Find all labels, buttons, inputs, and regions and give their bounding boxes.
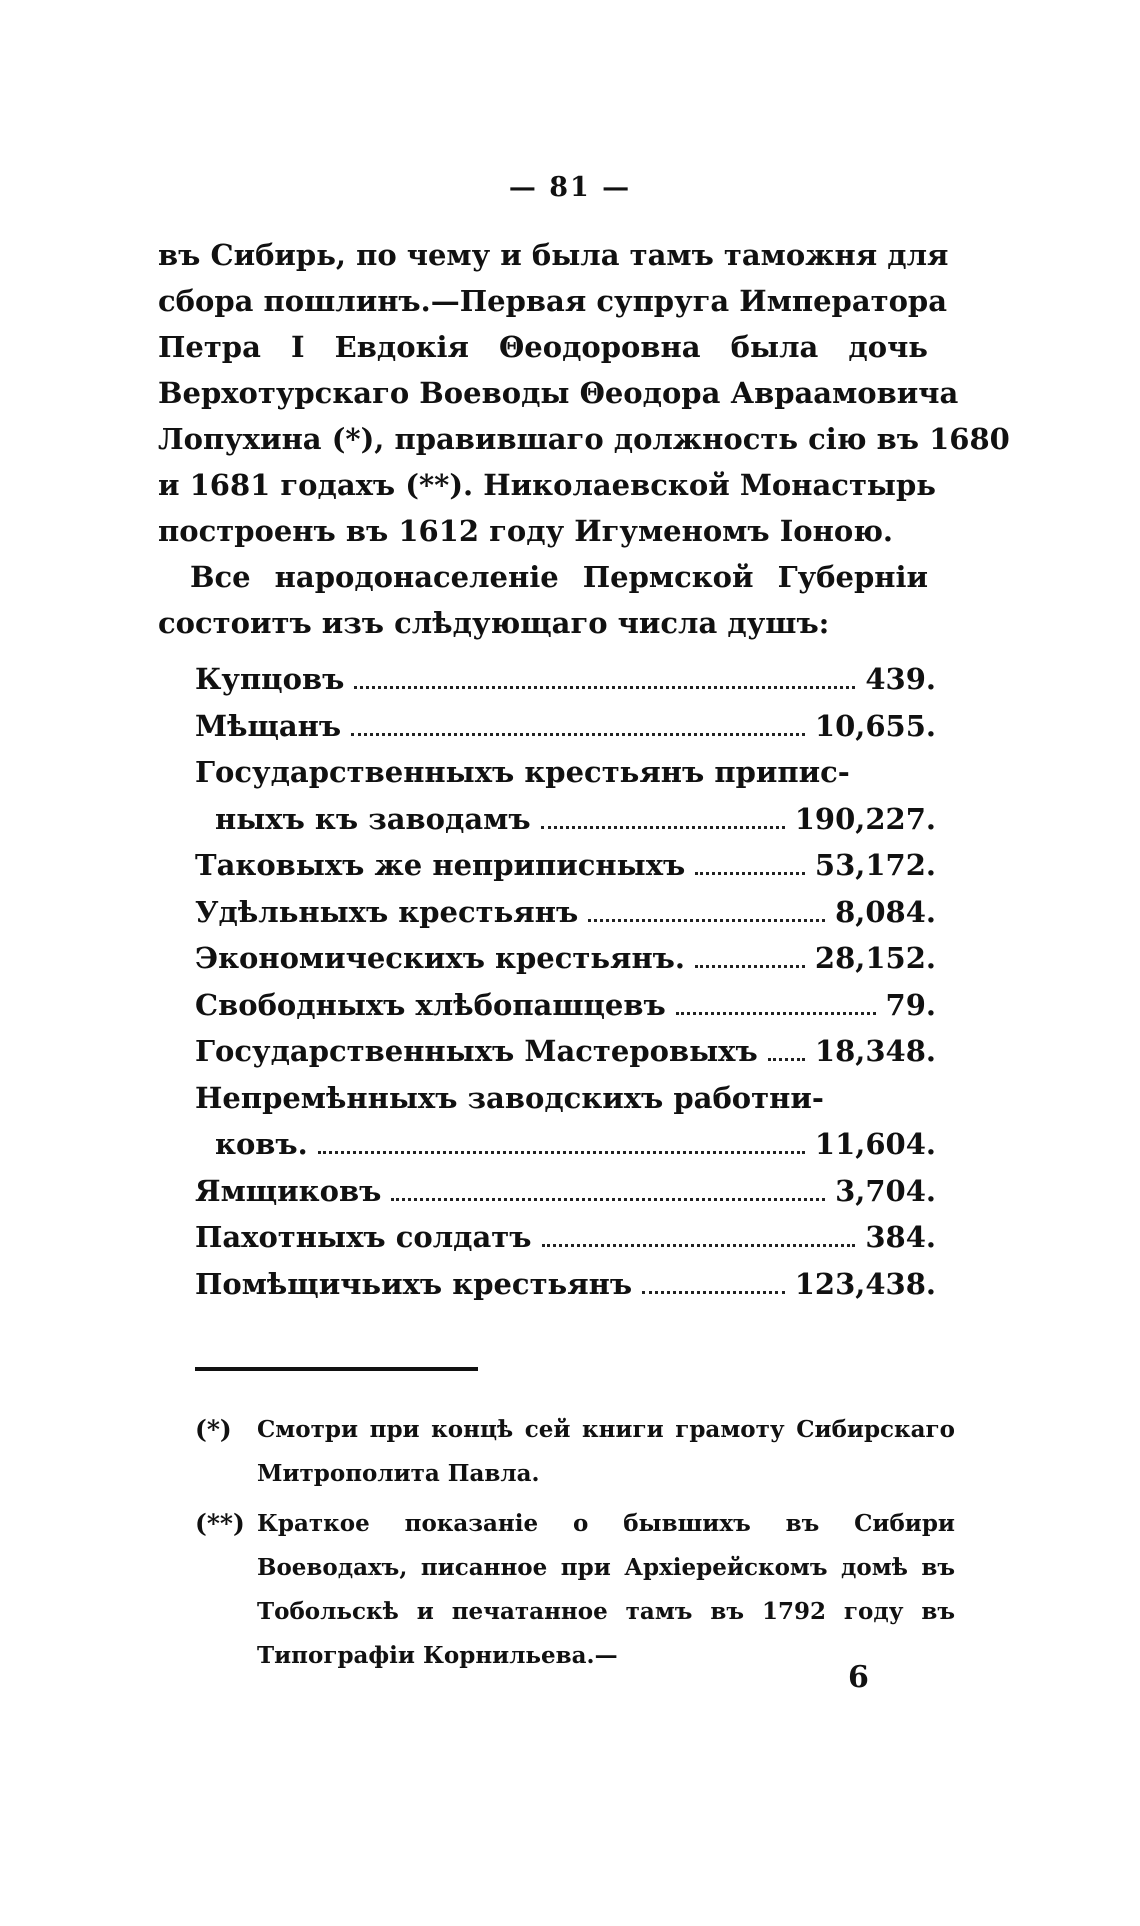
dot-leader: [676, 1012, 876, 1015]
row-value: 123,438.: [794, 1266, 936, 1301]
dot-leader: [318, 1151, 805, 1154]
footnote-mark: (**): [195, 1509, 245, 1538]
row-label: Государственныхъ Мастеровыхъ: [195, 1034, 758, 1068]
dot-leader: [695, 872, 805, 875]
row-value: 190,227.: [794, 801, 936, 836]
table-row: [158, 1034, 936, 1081]
row-label: Таковыхъ же неприписныхъ: [195, 848, 686, 882]
table-row: [158, 662, 936, 709]
table-row: [158, 895, 936, 942]
paragraph-2: [158, 554, 928, 646]
row-value: 53,172.: [814, 848, 936, 882]
text-line: и 1681 годахъ (**). Николаевской Монастырь: [158, 468, 936, 502]
row-label: Купцовъ: [195, 662, 345, 696]
signature-mark: 6: [848, 1660, 869, 1695]
dot-leader: [542, 1244, 856, 1247]
table-row: [158, 1220, 936, 1267]
dot-leader: [351, 733, 805, 736]
dot-leader: [695, 965, 805, 968]
row-value: 28,152.: [814, 941, 936, 975]
row-value: 3,704.: [835, 1173, 936, 1208]
table-row: [158, 1174, 936, 1221]
row-value: 439.: [865, 662, 936, 696]
population-table: [158, 662, 936, 1313]
row-label: Ямщиковъ: [195, 1173, 382, 1208]
row-label: Удѣльныхъ крестьянъ: [195, 894, 579, 929]
row-value: 10,655.: [814, 708, 936, 743]
row-value: 8,084.: [835, 894, 936, 929]
row-label: Экономическихъ крестьянъ.: [195, 941, 686, 975]
text-line: сбора пошлинъ.—Первая супруга Императора: [158, 284, 948, 318]
text-line: Все народонаселеніе Пермской Губерніи: [190, 560, 928, 594]
table-row: [158, 941, 936, 988]
table-row: [158, 802, 936, 849]
text-line: Верхотурскаго Воеводы Θеодора Авраамовича: [158, 376, 959, 410]
row-value: 79.: [885, 987, 936, 1022]
table-row: [158, 755, 936, 802]
row-label: Государственныхъ крестьянъ припис-: [195, 755, 850, 789]
page-number-header: — 81 —: [508, 172, 632, 203]
text-line: Петра I Евдокія Θеодоровна была дочь: [158, 330, 928, 364]
dot-leader: [768, 1058, 805, 1061]
row-label: Пахотныхъ солдатъ: [195, 1220, 532, 1254]
text-line: состоитъ изъ слѣдующаго числа душъ:: [158, 606, 830, 640]
dot-leader: [541, 826, 785, 829]
row-label: ныхъ къ заводамъ: [215, 801, 531, 836]
row-value: 11,604.: [814, 1127, 936, 1161]
table-row: [158, 1127, 936, 1174]
row-label: Мѣщанъ: [195, 708, 342, 743]
footnote-text: Краткое показаніе о бывшихъ въ Сибири Воеводахъ, писанное при Архіерейскомъ домѣ въ Тобольскѣ и печатанное тамъ въ 1792 году въ Типографіи Корнильева.—: [257, 1510, 955, 1669]
table-row: [158, 1267, 936, 1314]
dot-leader: [354, 686, 855, 689]
row-value: 18,348.: [814, 1034, 936, 1068]
text-line: построенъ въ 1612 году Игуменомъ Іоною.: [158, 514, 894, 548]
table-row: [158, 1081, 936, 1128]
dot-leader: [588, 919, 825, 922]
footnote-mark: (*): [195, 1415, 232, 1444]
footnote-divider: [195, 1367, 478, 1371]
text-line: въ Сибирь, по чему и была тамъ таможня для: [158, 238, 949, 272]
main-text: [158, 232, 1010, 646]
row-label: Непремѣнныхъ заводскихъ работни-: [195, 1080, 824, 1115]
table-row: [158, 709, 936, 756]
text-line: Лопухина (*), правившаго должность сію въ 1680: [158, 422, 1010, 456]
row-label: ковъ.: [215, 1127, 308, 1161]
dot-leader: [391, 1198, 825, 1201]
footnote: [195, 1408, 955, 1496]
paragraph-1: [158, 232, 1010, 554]
footnote: [195, 1502, 955, 1678]
footnotes: [195, 1408, 955, 1684]
dot-leader: [642, 1291, 785, 1294]
table-row: [158, 848, 936, 895]
table-row: [158, 988, 936, 1035]
footnote-text: Смотри при концѣ сей книги грамоту Сибирскаго Митрополита Павла.: [257, 1416, 955, 1487]
row-value: 384.: [865, 1220, 936, 1254]
row-label: Свободныхъ хлѣбопашцевъ: [195, 987, 666, 1022]
row-label: Помѣщичьихъ крестьянъ: [195, 1266, 633, 1301]
